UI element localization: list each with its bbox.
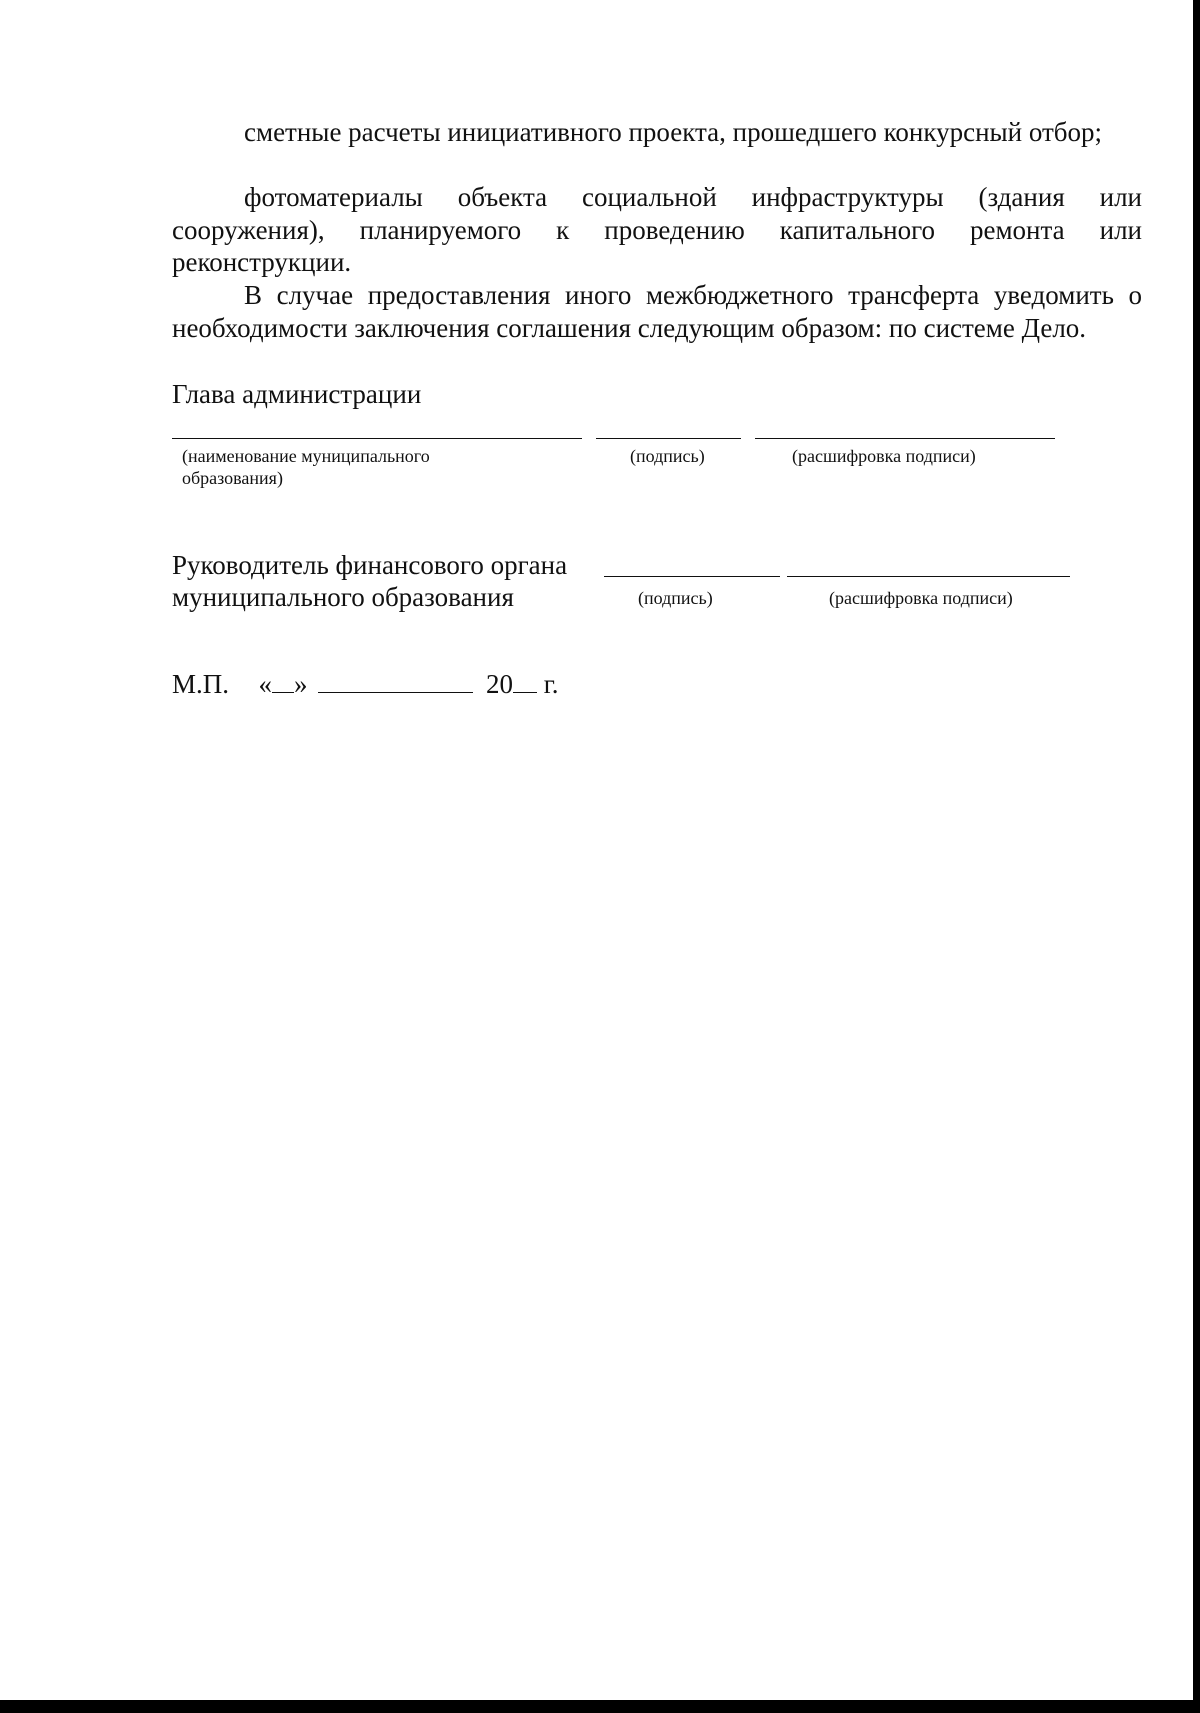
scan-border-bottom [0,1700,1200,1713]
quote-open: « [258,669,273,699]
paragraph-photos: фотоматериалы объекта социальной инфраструктуры (здания или сооружения), планируемого к проведению капитального ремонта или реконструкции. [172,182,1142,277]
scan-border-right [1193,0,1200,1713]
caption-head-signature: (подпись) [630,446,705,466]
caption-finance-decoding: (расшифровка подписи) [829,588,1013,608]
stamp-date-row [172,668,559,700]
finance-head-title-2: муниципального образования [172,582,514,612]
municipality-line [172,438,582,439]
caption-finance-signature: (подпись) [638,588,713,608]
year-blank [513,670,537,693]
head-admin-title: Глава администрации [172,379,422,409]
caption-head-decoding: (расшифровка подписи) [792,446,976,466]
head-signature-line [596,438,741,439]
caption-municipality: (наименование муниципального образования) [182,446,430,488]
finance-decoding-line [787,576,1070,577]
month-blank [318,670,473,693]
head-decoding-line [755,438,1055,439]
finance-signature-line [604,576,780,577]
finance-head-title-1: Руководитель финансового органа [172,550,568,580]
stamp-mark: М.П. [172,669,230,699]
paragraph-estimates: сметные расчеты инициативного проекта, прошедшего конкурсный отбор; [244,117,1103,147]
year-suffix: г. [543,669,559,699]
year-prefix: 20 [486,669,514,699]
day-blank [272,670,294,693]
paragraph-notification: В случае предоставления иного межбюджетного трансферта уведомить о необходимости заключения соглашения следующим образом: по системе Дело. [172,280,1142,343]
quote-close: » [294,669,308,699]
